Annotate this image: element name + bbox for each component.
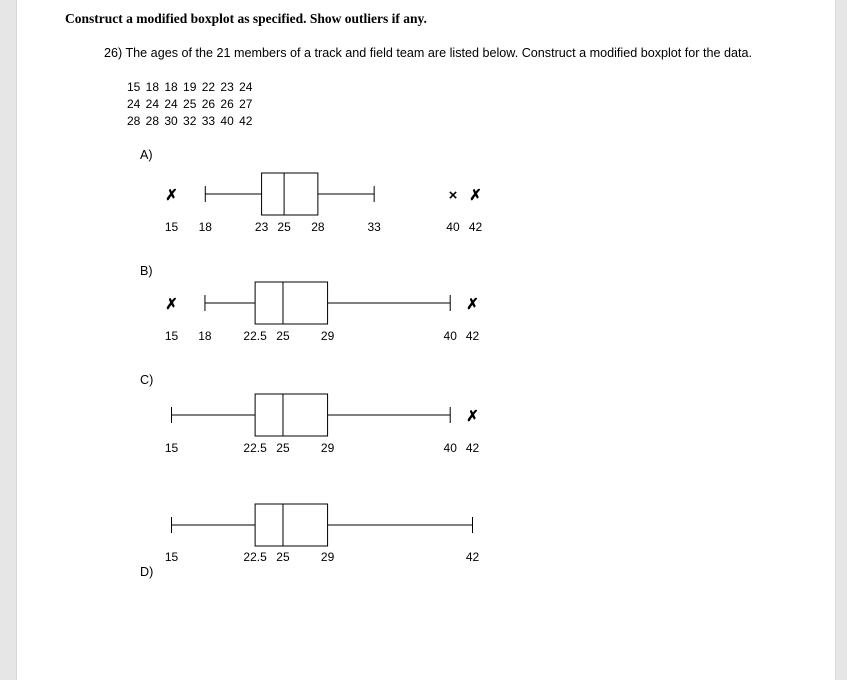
option-a-box — [262, 173, 318, 215]
option-b-outlier-0: ✗ — [165, 296, 178, 313]
option-b-outlier-1: ✗ — [466, 296, 479, 313]
option-d-axis-label-3: 29 — [320, 550, 335, 564]
option-a-axis-label-7: 42 — [468, 220, 483, 234]
question-text: The ages of the 21 members of a track and field team are listed below. Construct a modified boxplot for the data. — [125, 46, 753, 60]
option-b-axis-label-6: 42 — [465, 329, 480, 343]
option-a-axis-label-1: 18 — [198, 220, 212, 234]
option-b-label[interactable]: B) — [140, 264, 153, 278]
option-a-outlier-1: × — [448, 187, 458, 204]
option-c-outlier-0: ✗ — [466, 408, 479, 425]
option-a-axis-label-4: 28 — [311, 220, 325, 234]
data-row-1: 15 18 18 19 22 23 24 — [127, 80, 253, 94]
option-d-label[interactable]: D) — [140, 565, 154, 579]
option-b-box — [255, 282, 327, 324]
option-a-outlier-0: ✗ — [165, 187, 178, 204]
option-b-axis-label-4: 29 — [320, 329, 335, 343]
option-c-box — [255, 394, 327, 436]
data-row-3: 28 28 30 32 33 40 42 — [127, 114, 253, 128]
option-c-axis-label-2: 25 — [276, 441, 290, 455]
option-b-axis-label-0: 15 — [164, 329, 179, 343]
option-c-axis-label-3: 29 — [320, 441, 335, 455]
worksheet-page — [16, 0, 836, 680]
option-b-axis-label-2: 22.5 — [243, 329, 267, 343]
option-a-axis-label-6: 40 — [446, 220, 460, 234]
instructions-heading: Construct a modified boxplot as specified. Show outliers if any. — [65, 11, 427, 26]
option-c-axis-label-1: 22.5 — [243, 441, 267, 455]
option-d-axis-label-0: 15 — [164, 550, 179, 564]
option-a-label[interactable]: A) — [140, 148, 153, 162]
data-row-2: 24 24 24 25 26 26 27 — [127, 97, 253, 111]
option-a-axis-label-0: 15 — [164, 220, 179, 234]
option-c-axis-label-0: 15 — [164, 441, 179, 455]
option-a-axis-label-2: 23 — [254, 220, 269, 234]
option-b-axis-label-3: 25 — [276, 329, 290, 343]
option-c-axis-label-4: 40 — [443, 441, 457, 455]
option-d-axis-label-4: 42 — [465, 550, 480, 564]
option-c-label[interactable]: C) — [140, 373, 154, 387]
option-a-axis-label-5: 33 — [367, 220, 381, 234]
option-b-axis-label-5: 40 — [443, 329, 457, 343]
option-c-axis-label-5: 42 — [465, 441, 480, 455]
option-a-outlier-2: ✗ — [469, 187, 482, 204]
option-d-axis-label-2: 25 — [276, 550, 290, 564]
option-a-axis-label-3: 25 — [277, 220, 291, 234]
option-d-axis-label-1: 22.5 — [243, 550, 267, 564]
boxplot-options — [17, 0, 835, 680]
option-b-axis-label-1: 18 — [198, 329, 212, 343]
question-number: 26) — [104, 46, 123, 60]
option-d-box — [255, 504, 327, 546]
